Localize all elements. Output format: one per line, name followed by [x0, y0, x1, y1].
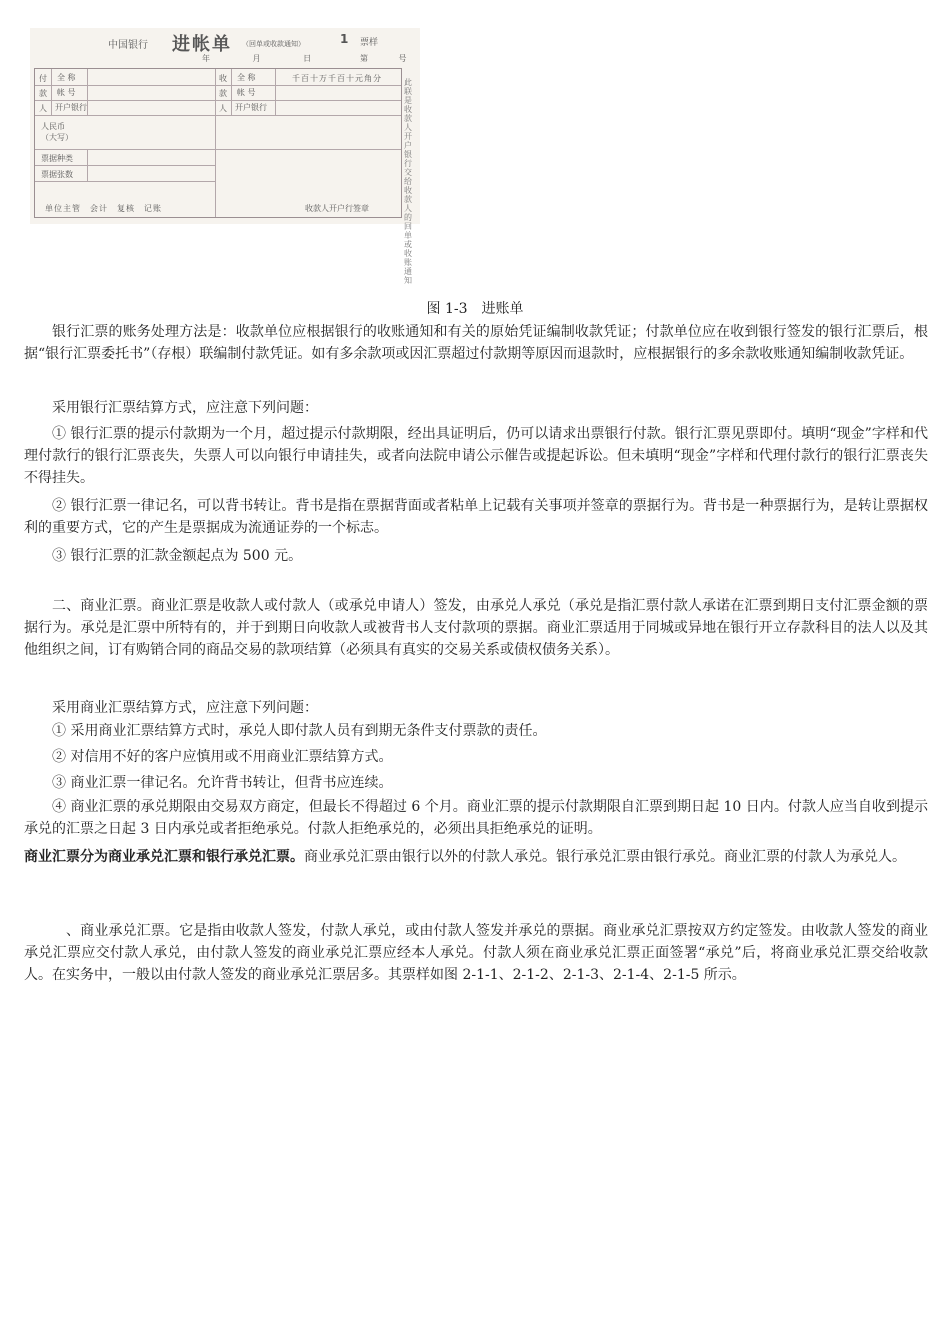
form-subtitle: （回单或收款通知）	[242, 40, 305, 48]
paragraph-commercial-draft: 二、商业汇票。商业汇票是收款人或付款人（或承兑申请人）签发，由承兑人承兑（承兑是指汇票付款人承诺在汇票到期日支付汇票金额的票据行为。承兑是汇票中所特有的，并于到期日向收款人或被背书人支付款项的票据。商业汇票适用于同城或异地在银行开立存款科目的法人以及其他组织之间，订有购销合同的商品交易的款项结算（必须具有真实的交易关系或债权债务关系）。	[24, 598, 928, 658]
paragraph-bank-draft-note-1: ① 银行汇票的提示付款期为一个月，超过提示付款期限，经出具证明后，仍可以请求出票银行付款。银行汇票见票即付。填明“现金”字样和代理付款行的银行汇票丧失，失票人可以向银行申请挂失，或者向法院申请公示催告或提起诉讼。但未填明“现金”字样和代理付款行的银行汇票丧失不得挂失。	[24, 426, 928, 486]
form-title: 进帐单	[172, 34, 232, 55]
form-payer-label: 付 款 人	[39, 74, 47, 113]
paragraph-commercial-acceptance-draft: 、商业承兑汇票。它是指由收款人签发，付款人承兑，或由付款人签发并承兑的票据。商业承兑汇票按双方约定签发。由收款人签发的商业承兑汇票应交付款人承兑，由付款人签发的商业承兑汇票应经本人承兑。付款人须在商业承兑汇票正面签署“承兑”后，将商业承兑汇票交给收款人。在实务中，一般以由付款人签发的商业承兑汇票居多。其票样如图 2-1-1、2-1-2、2-1-3、2-1-4、2-1-5 所示。	[24, 923, 928, 983]
form-copy-label: 票样	[360, 38, 379, 48]
form-bill-type: 票据种类	[41, 154, 73, 163]
form-payer-fullname: 全 称	[57, 73, 76, 82]
form-bill-count: 票据张数	[41, 170, 73, 179]
form-payee-fullname: 全 称	[237, 73, 256, 82]
form-side-note: 此联是收款人开户银行交给收款人的回单或收账通知	[404, 78, 412, 285]
form-payee-account: 帐 号	[237, 88, 256, 97]
deposit-slip-image	[30, 28, 421, 285]
form-digit-header: 千百十万千百十元角分	[292, 74, 382, 83]
paragraph-commercial-note-2: ② 对信用不好的客户应慎用或不用商业汇票结算方式。	[52, 749, 393, 765]
commercial-types-heading: 商业汇票分为商业承兑汇票和银行承兑汇票。	[24, 849, 304, 865]
form-payer-account: 帐 号	[57, 88, 76, 97]
paragraph-commercial-note-1: ① 采用商业汇票结算方式时，承兑人即付款人员有到期无条件支付票款的责任。	[52, 723, 547, 739]
form-payer-bank: 开户银行	[55, 103, 87, 112]
form-amount-label: 人民币 （大写）	[41, 122, 73, 142]
form-payee-label: 收 款 人	[219, 74, 227, 113]
paragraph-commercial-note-3: ③ 商业汇票一律记名。允许背书转让，但背书应连续。	[52, 775, 393, 791]
paragraph-bank-draft-note-3: ③ 银行汇票的汇款金额起点为 500 元。	[52, 548, 303, 564]
paragraph-commercial-types	[24, 846, 928, 868]
form-bank-name: 中国银行	[108, 40, 148, 51]
figure-caption: 图 1-3 进账单	[426, 301, 524, 317]
form-number: 第 号	[360, 54, 421, 63]
paragraph-commercial-notes-intro: 采用商业汇票结算方式，应注意下列问题：	[52, 700, 318, 716]
form-copy-number: 1	[340, 32, 349, 46]
form-payee-bank: 开户银行	[235, 103, 267, 112]
paragraph-bank-draft-notes-intro: 采用银行汇票结算方式，应注意下列问题：	[52, 400, 318, 416]
paragraph-bank-draft-note-2: ② 银行汇票一律记名，可以背书转让。背书是指在票据背面或者粘单上记载有关事项并签章的票据行为。背书是一种票据行为，是转让票据权利的重要方式，它的产生是票据成为流通证券的一个标志。	[24, 498, 928, 536]
form-footer-signatures: 单位主管 会计 复核 记账	[45, 204, 162, 213]
commercial-types-text: 商业承兑汇票由银行以外的付款人承兑。银行承兑汇票由银行承兑。商业汇票的付款人为承兑人。	[304, 849, 906, 865]
form-footer-bank-stamp: 收款人开户行签章	[305, 204, 369, 213]
paragraph-bank-draft-accounting: 银行汇票的账务处理方法是：收款单位应根据银行的收账通知和有关的原始凭证编制收款凭证；付款单位应在收到银行签发的银行汇票后，根据“银行汇票委托书”（存根）联编制付款凭证。如有多余款项或因汇票超过付款期等原因而退款时，应根据银行的多余款收账通知编制收款凭证。	[24, 324, 928, 362]
form-date: 年 月 日	[202, 54, 332, 63]
paragraph-commercial-note-4: ④ 商业汇票的承兑期限由交易双方商定，但最长不得超过 6 个月。商业汇票的提示付款期限自汇票到期日起 10 日内。付款人应当自收到提示承兑的汇票之日起 3 日内承兑或者拒绝承兑。付款人拒绝承兑的，必须出具拒绝承兑的证明。	[24, 799, 928, 837]
form-grid	[34, 68, 402, 218]
